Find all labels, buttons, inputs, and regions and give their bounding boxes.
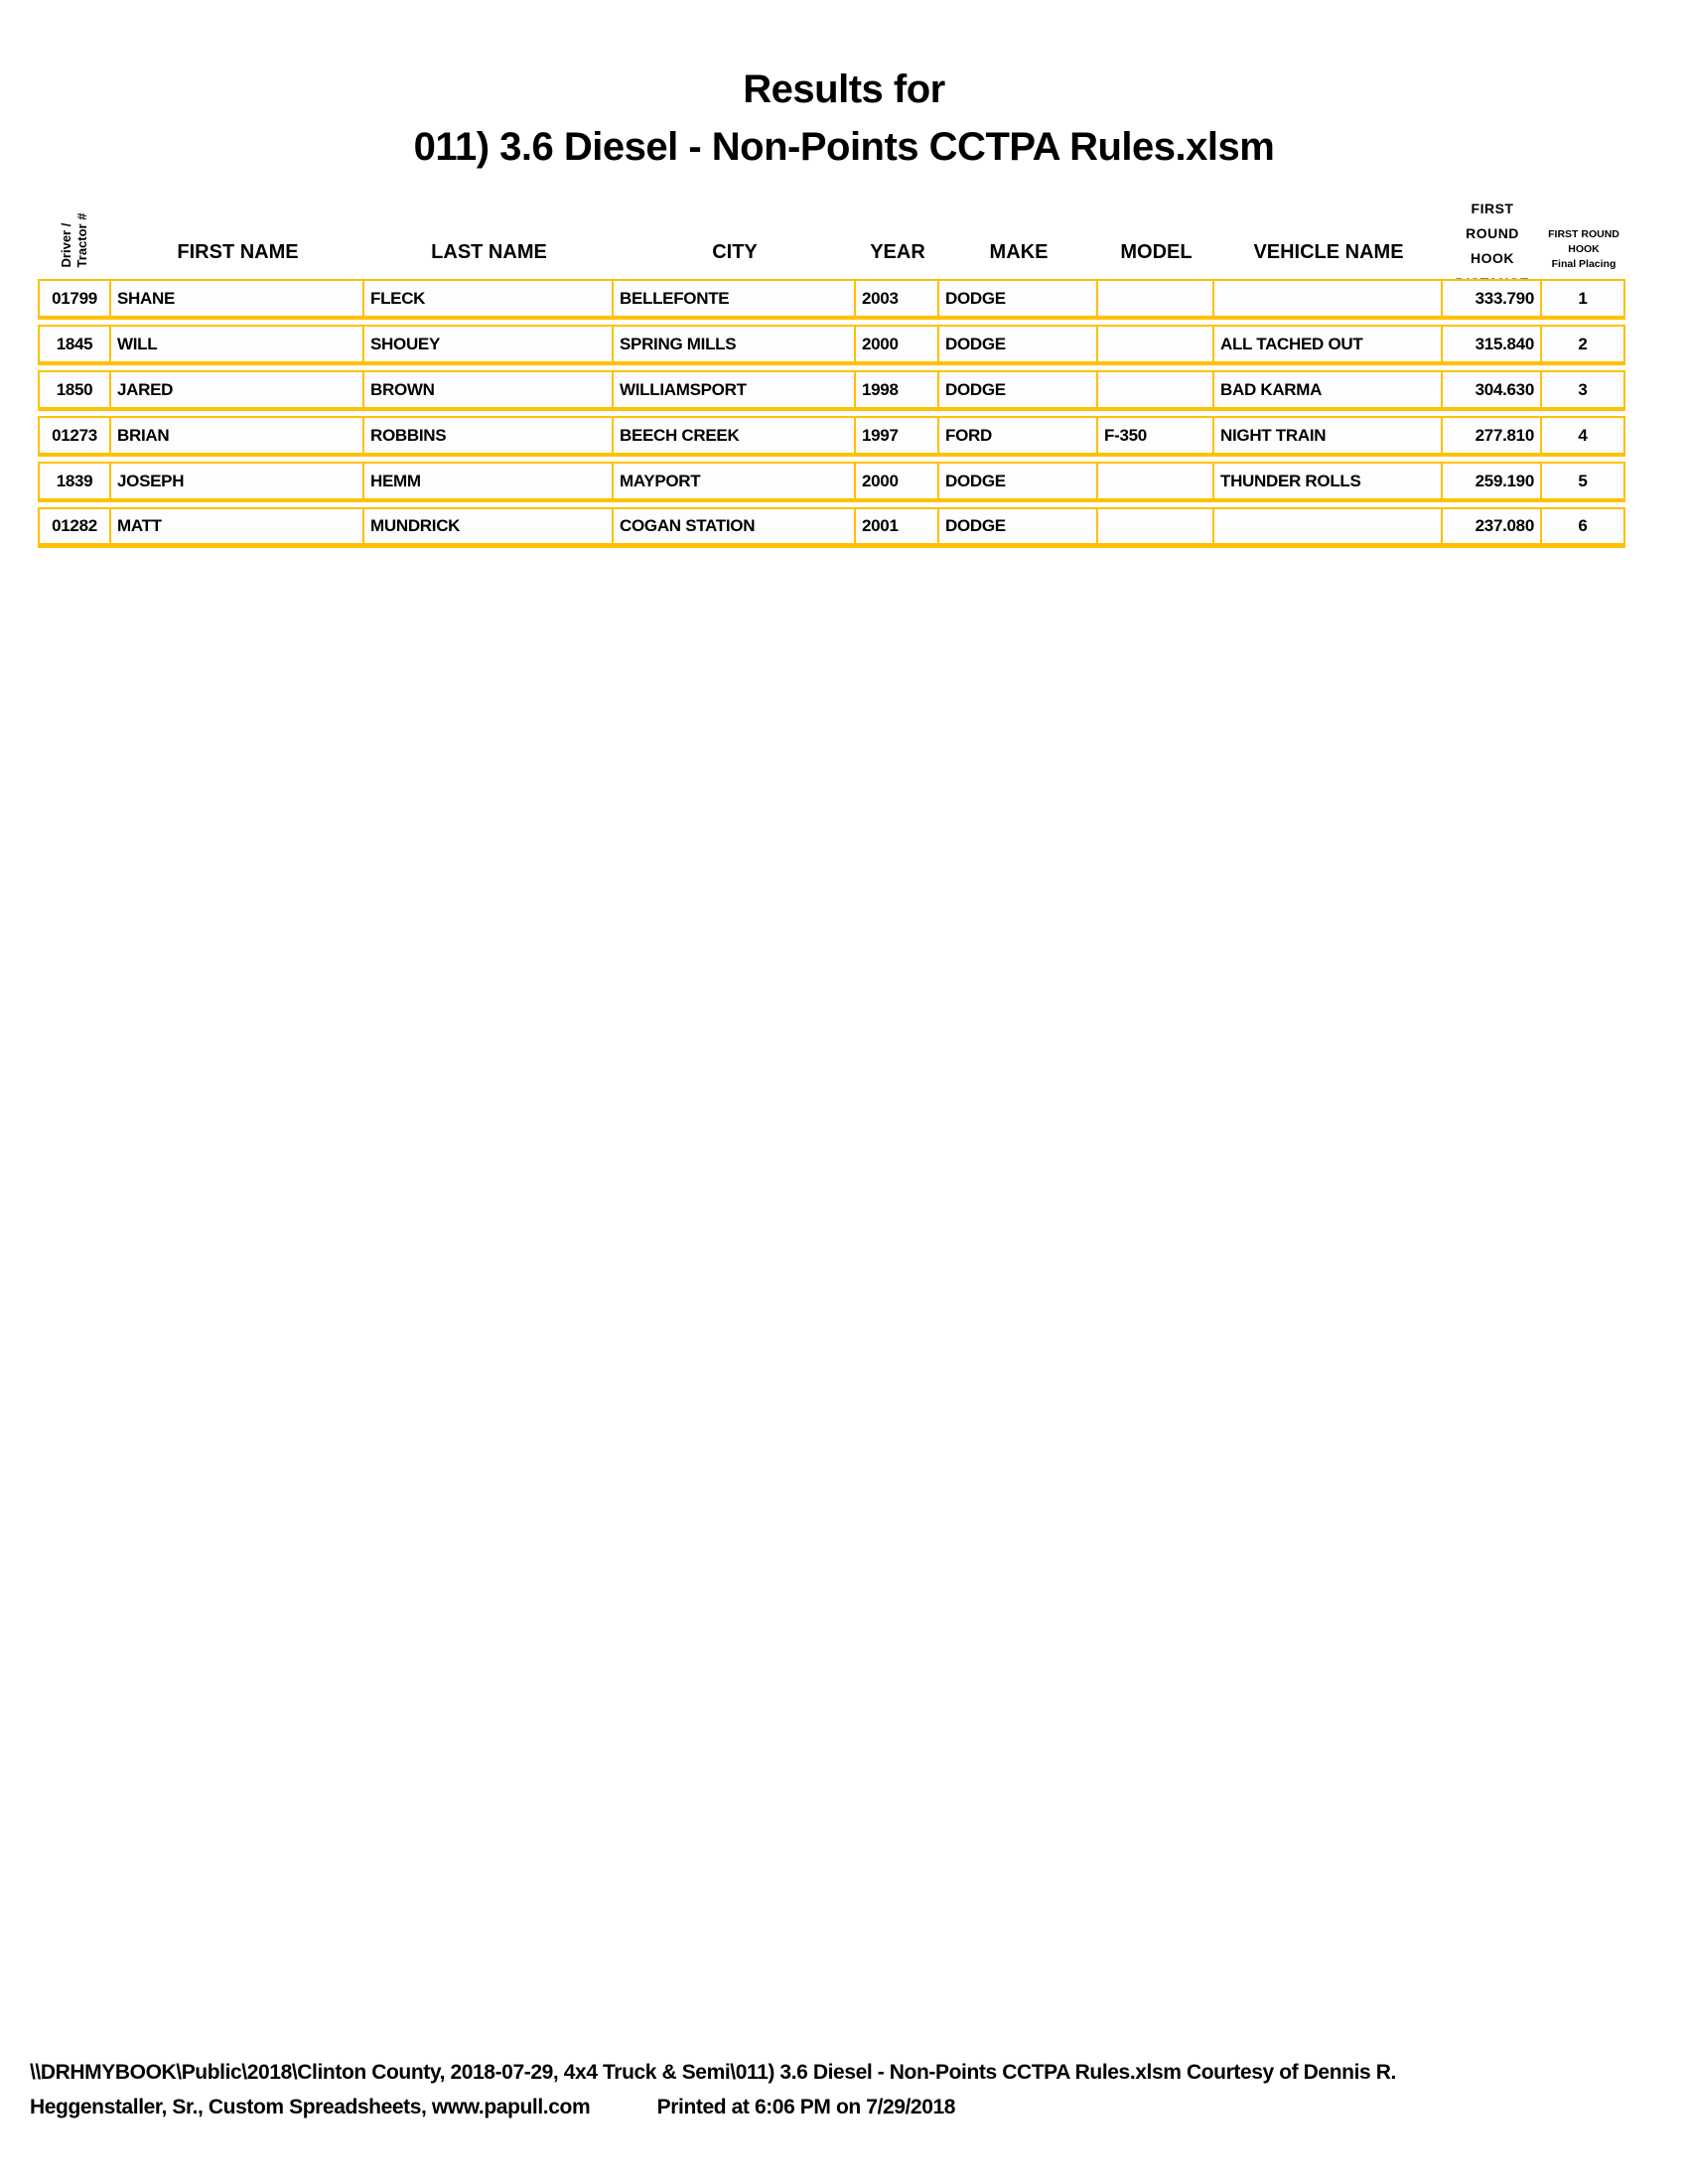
cell-make: DODGE xyxy=(939,464,1098,498)
cell-model xyxy=(1098,509,1214,543)
cell-final-placing: 6 xyxy=(1578,516,1588,535)
table-row xyxy=(38,462,1625,502)
header-last-name: LAST NAME xyxy=(431,241,547,263)
cell-vehicle-name: NIGHT TRAIN xyxy=(1214,418,1443,453)
cell-vehicle-name: BAD KARMA xyxy=(1214,372,1443,407)
cell-make: FORD xyxy=(939,418,1098,453)
header-year: YEAR xyxy=(870,241,925,263)
cell-driver-number: 1845 xyxy=(40,327,111,361)
header-first-round-hook-final-placing: FIRST ROUND HOOK Final Placing xyxy=(1548,228,1619,270)
cell-make: DODGE xyxy=(939,372,1098,407)
cell-hook-distance: 315.840 xyxy=(1443,327,1542,361)
header-first-name: FIRST NAME xyxy=(177,241,299,263)
table-header-row xyxy=(38,189,1625,279)
cell-final-placing: 3 xyxy=(1578,379,1588,399)
cell-last-name: HEMM xyxy=(364,464,614,498)
page-subtitle-filename: 011) 3.6 Diesel - Non-Points CCTPA Rules.xlsm xyxy=(413,125,1275,169)
cell-first-name: JOSEPH xyxy=(111,464,364,498)
cell-make: DODGE xyxy=(939,281,1098,316)
cell-city: MAYPORT xyxy=(614,464,856,498)
footer-credits-line xyxy=(30,2090,1668,2124)
cell-first-name: BRIAN xyxy=(111,418,364,453)
header-make: MAKE xyxy=(989,241,1049,263)
cell-hook-distance: 259.190 xyxy=(1443,464,1542,498)
cell-driver-number: 1850 xyxy=(40,372,111,407)
cell-driver-number: 01282 xyxy=(40,509,111,543)
footer-file-path: \\DRHMYBOOK\Public\2018\Clinton County, 2018-07-29, 4x4 Truck & Semi\011) 3.6 Diesel - Non-Points CCTPA Rules.xlsm Courtesy of Dennis R. xyxy=(30,2061,1396,2084)
table-row xyxy=(38,325,1625,365)
cell-year: 2000 xyxy=(856,327,939,361)
header-driver-tractor-label: Driver / Tractor # xyxy=(59,212,89,268)
results-table xyxy=(38,279,1625,548)
cell-last-name: SHOUEY xyxy=(364,327,614,361)
cell-last-name: BROWN xyxy=(364,372,614,407)
cell-hook-distance: 237.080 xyxy=(1443,509,1542,543)
cell-make: DODGE xyxy=(939,509,1098,543)
cell-year: 2001 xyxy=(856,509,939,543)
cell-model xyxy=(1098,464,1214,498)
page-title: Results for xyxy=(743,68,945,111)
cell-hook-distance: 277.810 xyxy=(1443,418,1542,453)
footer-printed-timestamp: Printed at 6:06 PM on 7/29/2018 xyxy=(656,2096,956,2118)
cell-city: BEECH CREEK xyxy=(614,418,856,453)
table-row xyxy=(38,279,1625,320)
cell-make: DODGE xyxy=(939,327,1098,361)
cell-vehicle-name xyxy=(1214,509,1443,543)
cell-first-name: JARED xyxy=(111,372,364,407)
cell-final-placing: 5 xyxy=(1578,471,1588,490)
cell-final-placing: 2 xyxy=(1578,334,1588,353)
cell-year: 2003 xyxy=(856,281,939,316)
cell-city: WILLIAMSPORT xyxy=(614,372,856,407)
header-model: MODEL xyxy=(1120,241,1193,263)
cell-last-name: FLECK xyxy=(364,281,614,316)
cell-year: 1997 xyxy=(856,418,939,453)
cell-model: F-350 xyxy=(1098,418,1214,453)
cell-final-placing: 4 xyxy=(1578,425,1588,445)
table-row xyxy=(38,370,1625,411)
cell-driver-number: 01273 xyxy=(40,418,111,453)
cell-first-name: SHANE xyxy=(111,281,364,316)
cell-city: BELLEFONTE xyxy=(614,281,856,316)
table-row xyxy=(38,507,1625,548)
cell-driver-number: 01799 xyxy=(40,281,111,316)
table-row xyxy=(38,416,1625,457)
cell-vehicle-name xyxy=(1214,281,1443,316)
cell-city: SPRING MILLS xyxy=(614,327,856,361)
cell-model xyxy=(1098,327,1214,361)
cell-vehicle-name: THUNDER ROLLS xyxy=(1214,464,1443,498)
footer-credits: Heggenstaller, Sr., Custom Spreadsheets, www.papull.com xyxy=(30,2096,591,2118)
cell-model xyxy=(1098,281,1214,316)
cell-vehicle-name: ALL TACHED OUT xyxy=(1214,327,1443,361)
cell-model xyxy=(1098,372,1214,407)
header-vehicle-name: VEHICLE NAME xyxy=(1253,241,1404,263)
header-driver-tractor xyxy=(38,189,111,288)
page-footer xyxy=(30,2055,1668,2124)
cell-last-name: MUNDRICK xyxy=(364,509,614,543)
cell-year: 1998 xyxy=(856,372,939,407)
header-first-round-hook-distance: FIRST ROUND HOOK xyxy=(1466,201,1519,266)
cell-final-placing: 1 xyxy=(1578,288,1588,308)
cell-first-name: WILL xyxy=(111,327,364,361)
cell-year: 2000 xyxy=(856,464,939,498)
cell-driver-number: 1839 xyxy=(40,464,111,498)
cell-hook-distance: 304.630 xyxy=(1443,372,1542,407)
cell-hook-distance: 333.790 xyxy=(1443,281,1542,316)
cell-first-name: MATT xyxy=(111,509,364,543)
cell-city: COGAN STATION xyxy=(614,509,856,543)
cell-last-name: ROBBINS xyxy=(364,418,614,453)
header-city: CITY xyxy=(712,241,758,263)
